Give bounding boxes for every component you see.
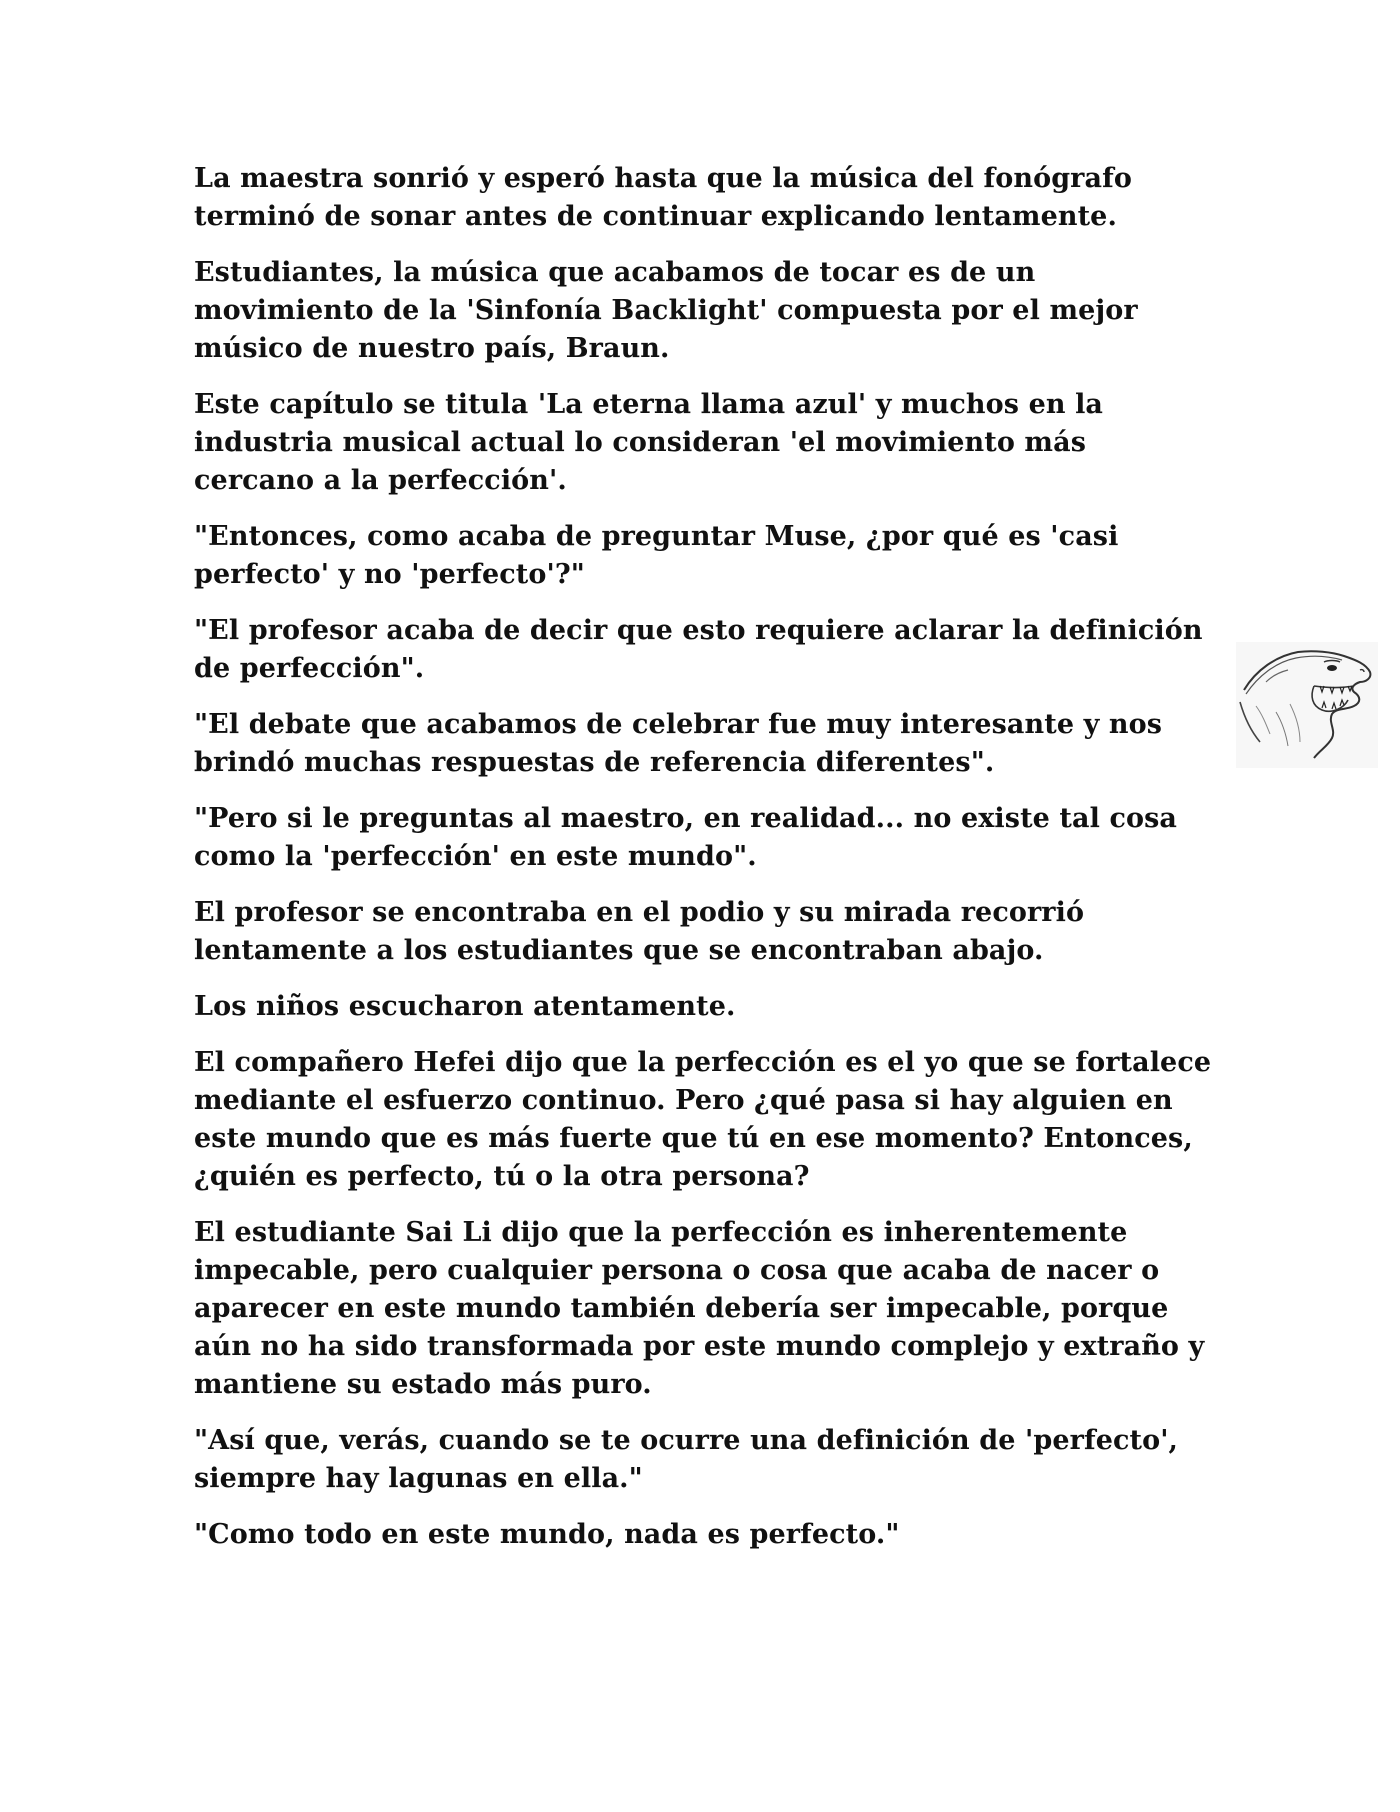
paragraph-3: Este capítulo se titula 'La eterna llama azul' y muchos en la industria musical actual lo consideran 'el movimiento más cercano a la perfección'. [194, 389, 1104, 496]
paragraph-9: Los niños escucharon atentamente. [194, 991, 736, 1022]
paragraph-7: "Pero si le preguntas al maestro, en realidad... no existe tal cosa como la 'perfección' en este mundo". [194, 803, 1177, 872]
paragraph-4: "Entonces, como acaba de preguntar Muse, ¿por qué es 'casi perfecto' y no 'perfecto'?" [194, 521, 1119, 590]
paragraph-2: Estudiantes, la música que acabamos de tocar es de un movimiento de la 'Sinfonía Backlight' compuesta por el mejor músico de nuestro país, Braun. [194, 257, 1138, 364]
paragraph-6: "El debate que acabamos de celebrar fue muy interesante y nos brindó muchas respuestas de referencia diferentes". [194, 709, 1163, 778]
paragraph-8: El profesor se encontraba en el podio y su mirada recorrió lentamente a los estudiantes que se encontraban abajo. [194, 897, 1085, 966]
dinosaur-head-icon [1236, 642, 1378, 768]
paragraph-10: El compañero Hefei dijo que la perfección es el yo que se fortalece mediante el esfuerzo continuo. Pero ¿qué pasa si hay alguien en este mundo que es más fuerte que tú en ese momento? Entonces, ¿quién es perfecto, tú o la otra persona? [194, 1047, 1212, 1192]
paragraph-13: "Como todo en este mundo, nada es perfecto." [194, 1519, 900, 1550]
document-body [194, 160, 1214, 1572]
paragraph-1: La maestra sonrió y esperó hasta que la música del fonógrafo terminó de sonar antes de continuar explicando lentamente. [194, 163, 1132, 232]
paragraph-12: "Así que, verás, cuando se te ocurre una definición de 'perfecto', siempre hay lagunas en ella." [194, 1425, 1179, 1494]
paragraph-11: El estudiante Sai Li dijo que la perfección es inherentemente impecable, pero cualquier persona o cosa que acaba de nacer o aparecer en este mundo también debería ser impecable, porque aún no ha sido transformada por este mundo complejo y extraño y mantiene su estado más puro. [194, 1217, 1205, 1400]
paragraph-5: "El profesor acaba de decir que esto requiere aclarar la definición de perfección". [194, 615, 1203, 684]
